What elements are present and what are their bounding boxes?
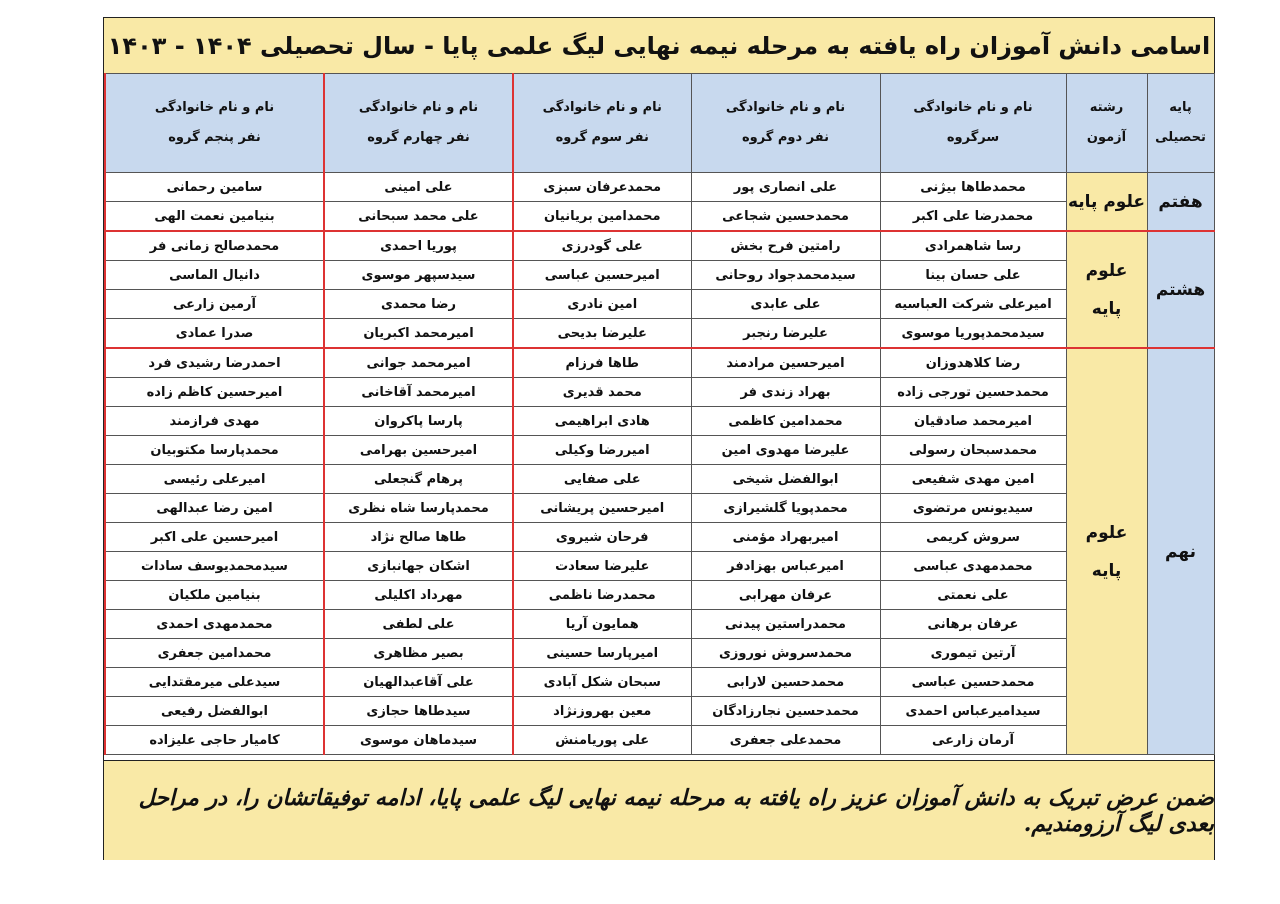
student-name-cell: مهدی فرازمند (105, 407, 324, 436)
table-row (105, 290, 1214, 319)
student-name-cell: امیرحسین علی اکبر (105, 523, 324, 552)
student-name-cell: هادی ابراهیمی (513, 407, 691, 436)
student-name-cell: محمدعلی جعفری (691, 726, 880, 755)
student-name-cell: عرفان مهرابی (691, 581, 880, 610)
header-member-3: نام و نام خانوادگی نفر سوم گروه (513, 74, 691, 173)
student-name-cell: محمدحسین شجاعی (691, 202, 880, 232)
student-name-cell: سیدعلی میرمقتدایی (105, 668, 324, 697)
table-row (105, 639, 1214, 668)
student-name-cell: محمدسروش نوروزی (691, 639, 880, 668)
student-name-cell: امیرعلی رئیسی (105, 465, 324, 494)
student-name-cell: علی پوریامنش (513, 726, 691, 755)
student-name-cell: محمدعرفان سبزی (513, 173, 691, 202)
student-name-cell: علی انصاری پور (691, 173, 880, 202)
student-name-cell: محمدسبحان رسولی (880, 436, 1066, 465)
student-name-cell: محمد قدیری (513, 378, 691, 407)
student-name-cell: بصیر مظاهری (324, 639, 513, 668)
student-name-cell: سیدماهان موسوی (324, 726, 513, 755)
student-name-cell: امیرحسین عباسی (513, 261, 691, 290)
student-name-cell: رضا محمدی (324, 290, 513, 319)
congratulations-footer: ضمن عرض تبریک به دانش آموزان عزیز راه یافته به مرحله نیمه نهایی لیگ علمی پایا، ادامه توفیقاتشان را، در مراحل بعدی لیگ آرزومندیم. (104, 760, 1214, 860)
student-name-cell: فرحان شیروی (513, 523, 691, 552)
student-name-cell: رامتین فرح بخش (691, 231, 880, 261)
student-name-cell: بهراد زندی فر (691, 378, 880, 407)
student-name-cell: سروش کریمی (880, 523, 1066, 552)
student-name-cell: طاها صالح نژاد (324, 523, 513, 552)
student-name-cell: امیرعباس بهزادفر (691, 552, 880, 581)
student-name-cell: امیررضا وکیلی (513, 436, 691, 465)
header-leader: نام و نام خانوادگی سرگروه (880, 74, 1066, 173)
page-title: اسامی دانش آموزان راه یافته به مرحله نیمه نهایی لیگ علمی پایا - سال تحصیلی ۱۴۰۴ - ۱۴۰۳ (104, 18, 1214, 74)
table-header-row (105, 74, 1214, 173)
student-name-cell: سیدمحمدپوریا موسوی (880, 319, 1066, 349)
results-sheet (103, 17, 1215, 860)
student-name-cell: علی نعمتی (880, 581, 1066, 610)
student-name-cell: محمدامین کاظمی (691, 407, 880, 436)
student-name-cell: همایون آریا (513, 610, 691, 639)
student-name-cell: دانیال الماسی (105, 261, 324, 290)
student-name-cell: امیرحسین کاظم زاده (105, 378, 324, 407)
table-row (105, 610, 1214, 639)
student-name-cell: محمدرضا ناظمی (513, 581, 691, 610)
student-name-cell: پرهام گنجعلی (324, 465, 513, 494)
student-name-cell: امیرمحمد اکبریان (324, 319, 513, 349)
student-name-cell: علی لطفی (324, 610, 513, 639)
student-name-cell: علیرضا مهدوی امین (691, 436, 880, 465)
student-name-cell: محمدراستین پیدنی (691, 610, 880, 639)
student-name-cell: سیدیونس مرتضوی (880, 494, 1066, 523)
student-name-cell: امیرمحمد صادقیان (880, 407, 1066, 436)
table-row (105, 581, 1214, 610)
student-name-cell: سامین رحمانی (105, 173, 324, 202)
student-name-cell: محمدحسین نجارزادگان (691, 697, 880, 726)
student-name-cell: اشکان جهانبازی (324, 552, 513, 581)
student-name-cell: سیدمحمدجواد روحانی (691, 261, 880, 290)
table-row (105, 173, 1214, 202)
student-name-cell: رسا شاهمرادی (880, 231, 1066, 261)
grade-cell: هفتم (1147, 173, 1214, 232)
student-name-cell: محمدمهدی عباسی (880, 552, 1066, 581)
grade-cell: هشتم (1147, 231, 1214, 348)
student-name-cell: سیدسپهر موسوی (324, 261, 513, 290)
field-cell: علوم پایه (1066, 231, 1147, 348)
results-table (104, 73, 1215, 755)
student-name-cell: علی محمد سبحانی (324, 202, 513, 232)
student-name-cell: محمدحسین تورجی زاده (880, 378, 1066, 407)
table-row (105, 523, 1214, 552)
table-row (105, 494, 1214, 523)
student-name-cell: امین رضا عبدالهی (105, 494, 324, 523)
student-name-cell: سیدامیرعباس احمدی (880, 697, 1066, 726)
student-name-cell: امیرپارسا حسینی (513, 639, 691, 668)
table-row (105, 319, 1214, 349)
student-name-cell: محمدرضا علی اکبر (880, 202, 1066, 232)
student-name-cell: علیرضا سعادت (513, 552, 691, 581)
table-row (105, 697, 1214, 726)
student-name-cell: سبحان شکل آبادی (513, 668, 691, 697)
student-name-cell: رضا کلاهدوزان (880, 348, 1066, 378)
table-row (105, 348, 1214, 378)
student-name-cell: امین نادری (513, 290, 691, 319)
student-name-cell: پوریا احمدی (324, 231, 513, 261)
student-name-cell: محمدامین جعفری (105, 639, 324, 668)
field-cell: علوم پایه (1066, 348, 1147, 755)
student-name-cell: علی گودرزی (513, 231, 691, 261)
header-field: رشته آزمون (1066, 74, 1147, 173)
header-member-5: نام و نام خانوادگی نفر پنجم گروه (105, 74, 324, 173)
student-name-cell: علی صفایی (513, 465, 691, 494)
student-name-cell: عرفان برهانی (880, 610, 1066, 639)
header-member-4: نام و نام خانوادگی نفر چهارم گروه (324, 74, 513, 173)
student-name-cell: علی حسان بینا (880, 261, 1066, 290)
student-name-cell: پارسا پاکروان (324, 407, 513, 436)
table-row (105, 202, 1214, 232)
student-name-cell: محمدپارسا مکتوبیان (105, 436, 324, 465)
student-name-cell: آرتین تیموری (880, 639, 1066, 668)
student-name-cell: محمدپویا گلشیرازی (691, 494, 880, 523)
student-name-cell: آرمین زارعی (105, 290, 324, 319)
student-name-cell: محمدمهدی احمدی (105, 610, 324, 639)
table-row (105, 465, 1214, 494)
student-name-cell: محمدصالح زمانی فر (105, 231, 324, 261)
student-name-cell: بنیامین ملکیان (105, 581, 324, 610)
student-name-cell: علی امینی (324, 173, 513, 202)
student-name-cell: محمدحسین عباسی (880, 668, 1066, 697)
student-name-cell: امیرعلی شرکت العباسیه (880, 290, 1066, 319)
header-member-2: نام و نام خانوادگی نفر دوم گروه (691, 74, 880, 173)
student-name-cell: علیرضا بدیحی (513, 319, 691, 349)
student-name-cell: امیرمحمد جوانی (324, 348, 513, 378)
student-name-cell: علی آقاعبدالهیان (324, 668, 513, 697)
student-name-cell: محمدطاها بیژنی (880, 173, 1066, 202)
table-row (105, 407, 1214, 436)
table-row (105, 668, 1214, 697)
table-row (105, 726, 1214, 755)
student-name-cell: امیرحسین بهرامی (324, 436, 513, 465)
student-name-cell: امین مهدی شفیعی (880, 465, 1066, 494)
student-name-cell: بنیامین نعمت الهی (105, 202, 324, 232)
student-name-cell: محمدحسین لارابی (691, 668, 880, 697)
header-grade: پایه تحصیلی (1147, 74, 1214, 173)
table-row (105, 261, 1214, 290)
field-cell: علوم پایه (1066, 173, 1147, 232)
student-name-cell: صدرا عمادی (105, 319, 324, 349)
grade-cell: نهم (1147, 348, 1214, 755)
student-name-cell: امیرحسین پریشانی (513, 494, 691, 523)
student-name-cell: احمدرضا رشیدی فرد (105, 348, 324, 378)
table-row (105, 378, 1214, 407)
student-name-cell: سیدطاها حجازی (324, 697, 513, 726)
student-name-cell: محمدپارسا شاه نظری (324, 494, 513, 523)
student-name-cell: علی عابدی (691, 290, 880, 319)
table-row (105, 231, 1214, 261)
student-name-cell: معین بهروزنژاد (513, 697, 691, 726)
student-name-cell: امیرمحمد آقاخانی (324, 378, 513, 407)
table-row (105, 436, 1214, 465)
student-name-cell: مهرداد اکلیلی (324, 581, 513, 610)
table-row (105, 552, 1214, 581)
student-name-cell: کامیار حاجی علیزاده (105, 726, 324, 755)
student-name-cell: محمدامین بریانیان (513, 202, 691, 232)
student-name-cell: سیدمحمدیوسف سادات (105, 552, 324, 581)
student-name-cell: امیربهراد مؤمنی (691, 523, 880, 552)
student-name-cell: علیرضا رنجبر (691, 319, 880, 349)
student-name-cell: آرمان زارعی (880, 726, 1066, 755)
student-name-cell: طاها فرزام (513, 348, 691, 378)
student-name-cell: امیرحسین مرادمند (691, 348, 880, 378)
student-name-cell: ابوالفضل شیخی (691, 465, 880, 494)
student-name-cell: ابوالفضل رفیعی (105, 697, 324, 726)
